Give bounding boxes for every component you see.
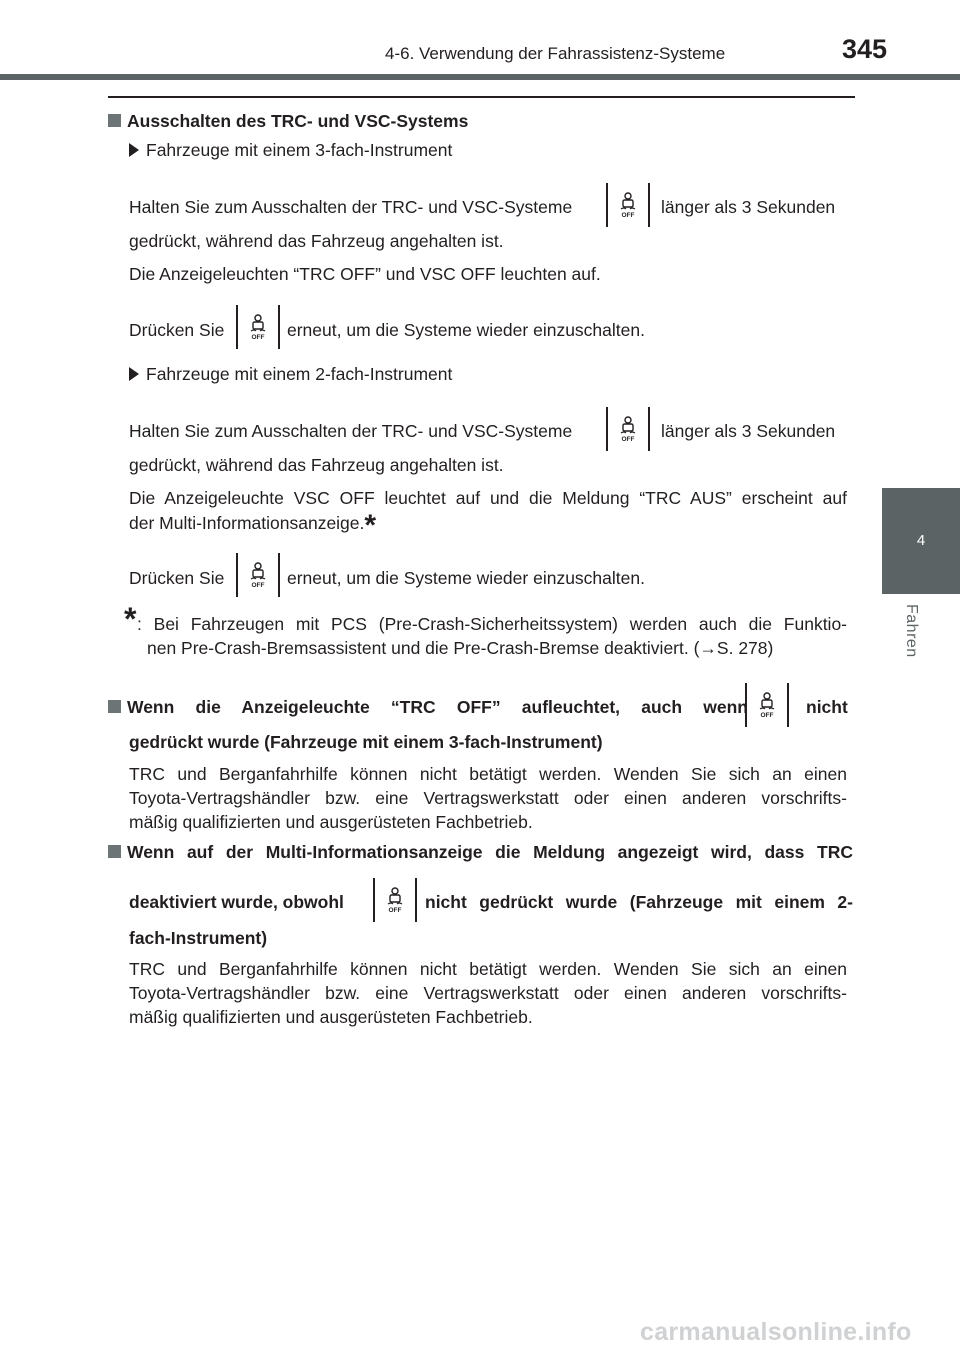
page-number: 345 — [842, 34, 888, 64]
svg-text:OFF: OFF — [251, 334, 265, 340]
page-reference: S. 278) — [716, 638, 774, 658]
square-bullet-icon — [108, 845, 121, 858]
text-line: erneut, um die Systeme wieder einzuschalten. — [287, 320, 645, 340]
section-heading-2-line: gedrückt wurde (Fahrzeuge mit einem 3-fach-Instrument) — [129, 732, 603, 752]
text-line: Die Anzeigeleuchten “TRC OFF” und VSC OFF leuchten auf. — [129, 264, 601, 284]
text-line: länger als 3 Sekunden — [661, 421, 836, 441]
text-line: erneut, um die Systeme wieder einzuschalten. — [287, 568, 645, 588]
section-heading-2: Wenn die Anzeigeleuchte “TRC OFF” aufleuchtet, auch wenn — [108, 695, 748, 719]
text-line: mäßig qualifizierten und ausgerüsteten Fachbetrieb. — [129, 812, 533, 832]
text-line: gedrückt, während das Fahrzeug angehalten ist. — [129, 455, 504, 475]
text-line: der Multi-Informationsanzeige.* — [129, 509, 377, 542]
page-header — [0, 0, 960, 80]
trc-off-switch-icon — [606, 183, 650, 227]
chapter-title: 4-6. Verwendung der Fahrassistenz-Systeme — [385, 44, 726, 63]
watermark: carmanualsonline.info — [640, 1318, 912, 1346]
sub-heading-2-fach: Fahrzeuge mit einem 2-fach-Instrument — [129, 362, 452, 386]
text-line: Drücken Sie — [129, 320, 225, 340]
chapter-tab — [882, 488, 960, 594]
section-heading-1: Ausschalten des TRC- und VSC-Systems — [108, 109, 468, 133]
triangle-bullet-icon — [129, 367, 139, 381]
top-rule — [108, 96, 855, 98]
svg-text:OFF: OFF — [621, 212, 635, 218]
footnote-line: : Bei Fahrzeugen mit PCS (Pre-Crash-Sicherheitssystem) werden auch die Funktio- — [137, 614, 847, 634]
sub-heading-3-fach: Fahrzeuge mit einem 3-fach-Instrument — [129, 138, 452, 162]
section-heading-2-end: nicht — [806, 697, 848, 717]
text-line: länger als 3 Sekunden — [661, 197, 836, 217]
section-heading-3: Wenn auf der Multi-Informationsanzeige die Meldung angezeigt wird, dass TRC — [108, 840, 853, 864]
header-band — [0, 74, 960, 80]
footnote-star-icon: * — [364, 509, 377, 542]
square-bullet-icon — [108, 114, 121, 127]
svg-text:OFF: OFF — [388, 907, 402, 913]
section-heading-3-line: deaktiviert wurde, obwohl — [129, 892, 344, 912]
text-line: Halten Sie zum Ausschalten der TRC- und VSC-Systeme — [129, 421, 573, 441]
trc-off-switch-icon — [745, 683, 789, 727]
square-bullet-icon — [108, 700, 121, 713]
text-line: TRC und Berganfahrhilfe können nicht betätigt werden. Wenden Sie sich an einen — [129, 764, 847, 784]
page-ref-arrow-icon: → — [699, 638, 717, 658]
trc-off-switch-icon — [373, 878, 417, 922]
footnote-star: * — [124, 601, 137, 637]
svg-text:OFF: OFF — [760, 712, 774, 718]
trc-off-switch-icon — [236, 553, 280, 597]
chapter-tab-label-text: Fahren — [903, 604, 920, 658]
text-line: Halten Sie zum Ausschalten der TRC- und VSC-Systeme — [129, 197, 573, 217]
text-line: Die Anzeigeleuchte VSC OFF leuchtet auf und die Meldung “TRC AUS” erscheint auf — [129, 488, 847, 508]
triangle-bullet-icon — [129, 143, 139, 157]
section-heading-3-line: fach-Instrument) — [129, 928, 268, 948]
chapter-tab-number: 4 — [916, 532, 926, 549]
footnote-line: nen Pre-Crash-Bremsassistent und die Pre-Crash-Bremse deaktiviert. (→S. 278) — [147, 638, 774, 658]
chapter-tab-label — [897, 604, 927, 674]
text-line: Toyota-Vertragshändler bzw. eine Vertragswerkstatt oder einen anderen vorschrifts- — [129, 788, 847, 808]
text-line: TRC und Berganfahrhilfe können nicht betätigt werden. Wenden Sie sich an einen — [129, 959, 847, 979]
svg-text:OFF: OFF — [621, 436, 635, 442]
section-heading-3-line: nicht gedrückt wurde (Fahrzeuge mit einem 2- — [425, 892, 853, 912]
text-line: Toyota-Vertragshändler bzw. eine Vertragswerkstatt oder einen anderen vorschrifts- — [129, 983, 847, 1003]
text-line: Drücken Sie — [129, 568, 225, 588]
trc-off-switch-icon — [606, 407, 650, 451]
text-line: gedrückt, während das Fahrzeug angehalten ist. — [129, 231, 504, 251]
svg-text:OFF: OFF — [251, 582, 265, 588]
text-line: mäßig qualifizierten und ausgerüsteten Fachbetrieb. — [129, 1007, 533, 1027]
trc-off-switch-icon — [236, 305, 280, 349]
